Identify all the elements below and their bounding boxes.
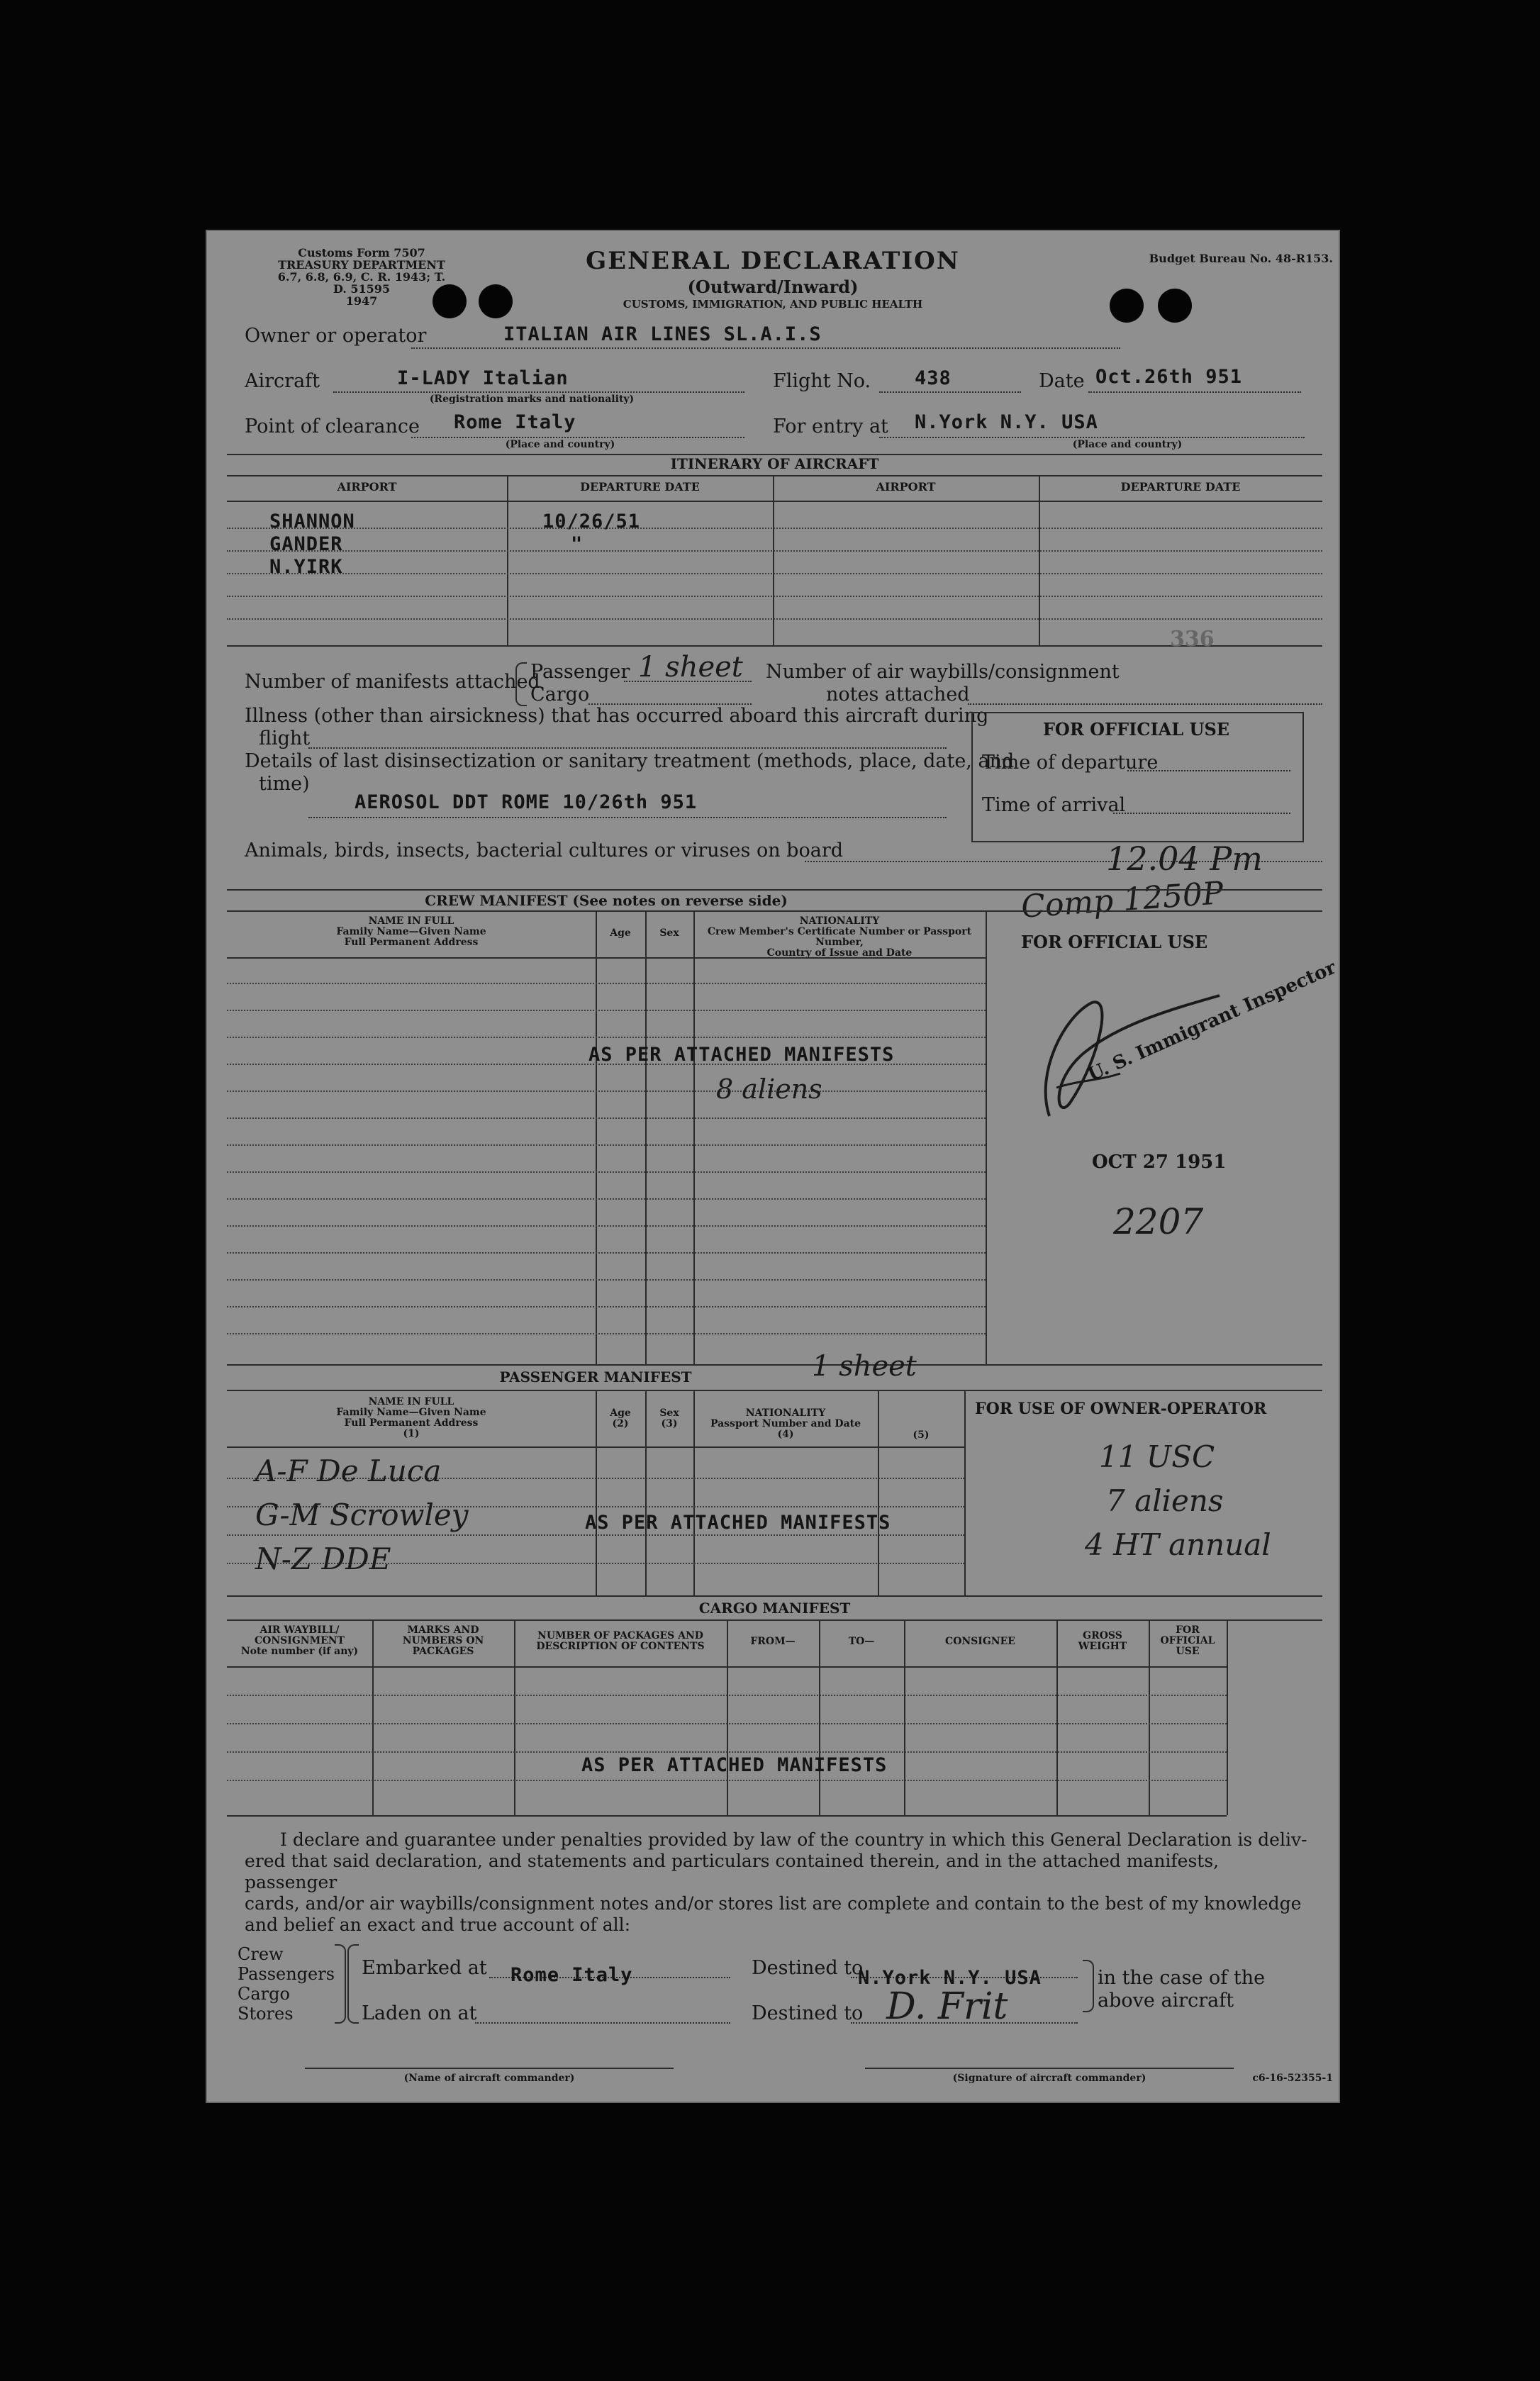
owner-value: ITALIAN AIR LINES SL.A.I.S <box>503 323 822 345</box>
owner-note-2: 7 aliens <box>1106 1483 1224 1518</box>
declaration-line-1: I declare and guarantee under penalties provided by law of the country in which this General Declaration is deliv- <box>280 1829 1307 1850</box>
budget-number: Budget Bureau No. 48-R153. <box>1149 252 1333 265</box>
disinsect-value: AEROSOL DDT ROME 10/26th 951 <box>355 791 698 813</box>
cargo-attached-note: AS PER ATTACHED MANIFESTS <box>581 1754 888 1776</box>
rule <box>1149 1619 1150 1815</box>
cargo-col-official <box>1149 1625 1227 1657</box>
itinerary-col-airport: AIRPORT <box>337 480 397 494</box>
pax-col-sex-2: (3) <box>661 1418 678 1429</box>
aircraft-value: I-LADY Italian <box>397 367 569 389</box>
rule <box>227 1364 1322 1366</box>
cargo-col-weight-2: WEIGHT <box>1078 1641 1127 1652</box>
disinsect-label-2: time) <box>259 773 310 795</box>
regulation-ref: 6.7, 6.8, 6.9, C. R. 1943; T. D. 51595 <box>277 270 446 296</box>
clearance-caption: (Place and country) <box>505 439 615 450</box>
rule <box>227 1279 986 1281</box>
rule <box>727 1619 728 1815</box>
cargo-col-marks <box>372 1625 514 1657</box>
commander-name-line <box>305 2068 674 2069</box>
rule <box>693 910 695 1364</box>
airport-new-york: N.YIRK <box>269 556 343 578</box>
crew-col-age: Age <box>610 927 631 939</box>
declaration-text <box>245 1829 1315 1936</box>
rule <box>227 1595 1322 1597</box>
declaration-items <box>238 1944 335 2024</box>
rule <box>227 596 1322 597</box>
crew-col-name-1: NAME IN FULL <box>368 915 454 927</box>
pax-col-nat-2: Passport Number and Date <box>710 1418 861 1429</box>
rule <box>904 1619 905 1815</box>
rule <box>693 1390 695 1595</box>
pax-col-name-4: (1) <box>403 1428 420 1439</box>
itinerary-title: ITINERARY OF AIRCRAFT <box>670 455 879 472</box>
aircraft-caption: (Registration marks and nationality) <box>429 394 635 405</box>
above-aircraft-text: above aircraft <box>1098 1990 1234 2012</box>
pax-col-sex-1: Sex <box>659 1407 679 1419</box>
item-crew: Crew <box>238 1944 284 1964</box>
declaration-line-3: cards, and/or air waybills/consignment notes and/or stores list are complete and contain to the best of my knowledge <box>245 1893 1302 1914</box>
pax-col-5: (5) <box>913 1429 930 1441</box>
rule <box>227 1091 986 1092</box>
commander-signature: D. Frit <box>886 1985 1008 2028</box>
inspector-stamp: U. S. Immigrant Inspector <box>1085 957 1339 1086</box>
official-use-title: FOR OFFICIAL USE <box>1042 719 1230 740</box>
pax-col-sex <box>645 1408 693 1429</box>
rule <box>878 1390 879 1595</box>
crew-col-nationality <box>693 916 986 959</box>
itinerary-col-date: DEPARTURE DATE <box>580 480 700 494</box>
brace <box>347 1944 359 2024</box>
brace <box>1083 1960 1094 2012</box>
rule <box>507 475 508 645</box>
disinsect-line <box>308 817 947 818</box>
illness-label-2: flight <box>259 727 311 749</box>
owner-label: Owner or operator <box>245 325 427 347</box>
pax-col-age <box>596 1408 645 1429</box>
pax-col-name-1: NAME IN FULL <box>368 1396 454 1407</box>
rule <box>227 528 1322 529</box>
cargo-col-weight-1: GROSS <box>1083 1630 1122 1641</box>
passenger-sheet-hand: 1 sheet <box>812 1350 917 1383</box>
animals-label: Animals, birds, insects, bacterial cultures or viruses on board <box>245 840 844 861</box>
arrival-time-hand: 12.04 Pm <box>1106 840 1263 878</box>
rule <box>596 910 597 1364</box>
crew-aliens-hand: 8 aliens <box>716 1074 822 1105</box>
rule <box>227 1198 986 1200</box>
passenger-name-1: A-F De Luca <box>255 1454 442 1488</box>
crew-col-name-3: Full Permanent Address <box>344 937 479 948</box>
commander-name-caption: (Name of aircraft commander) <box>403 2073 575 2084</box>
rule <box>964 1390 966 1595</box>
owner-note-3: 4 HT annual <box>1085 1527 1271 1562</box>
rule <box>227 1390 1322 1391</box>
laden-label: Laden on at <box>362 2002 477 2024</box>
rule <box>986 910 987 1364</box>
clearance-line <box>411 437 744 438</box>
pax-col-nat-3: (4) <box>777 1429 794 1440</box>
rule <box>227 1619 1322 1621</box>
aircraft-line <box>333 391 744 393</box>
embarked-value: Rome Italy <box>510 1964 633 1986</box>
crew-col-sex: Sex <box>659 927 679 939</box>
rule <box>227 1780 1227 1781</box>
waybills-label: Number of air waybills/consignment <box>766 661 1120 683</box>
pax-col-name-2: Family Name—Given Name <box>336 1407 486 1418</box>
form-agencies: CUSTOMS, IMMIGRATION, AND PUBLIC HEALTH <box>623 298 923 311</box>
rule <box>645 1390 647 1595</box>
rule <box>645 910 647 1364</box>
entry-label: For entry at <box>773 416 888 437</box>
entry-value: N.York N.Y. USA <box>915 411 1098 433</box>
rule <box>227 1225 986 1227</box>
form-print-code: c6-16-52355-1 <box>1252 2073 1333 2084</box>
rule <box>227 573 1322 574</box>
rule <box>773 475 774 645</box>
rule <box>227 1144 986 1146</box>
owner-line <box>411 347 1120 349</box>
destined-label: Destined to <box>752 1957 864 1979</box>
passenger-manifest-title: PASSENGER MANIFEST <box>499 1368 692 1385</box>
airport-shannon: SHANNON <box>269 511 355 532</box>
rule <box>227 889 1322 891</box>
waybills-line <box>968 703 1322 705</box>
rule <box>227 1171 986 1173</box>
crew-number-hand: 2207 <box>1113 1201 1204 1242</box>
cargo-col-official-1: FOR <box>1176 1624 1200 1636</box>
form-id <box>269 247 454 307</box>
rule <box>372 1619 374 1815</box>
passenger-label: Passenger <box>530 661 630 683</box>
cargo-col-waybill <box>227 1625 372 1657</box>
commander-signature-line <box>865 2068 1234 2069</box>
crew-col-nat-1: NATIONALITY <box>799 915 880 927</box>
cargo-col-marks-1: MARKS AND <box>407 1624 479 1636</box>
time-arrival-line <box>1113 813 1290 814</box>
cargo-col-packages-2: DESCRIPTION OF CONTENTS <box>536 1641 705 1652</box>
owner-operator-title: FOR USE OF OWNER-OPERATOR <box>975 1400 1267 1418</box>
destined-value: N.York N.Y. USA <box>858 1967 1042 1989</box>
disinsect-label: Details of last disinsectization or sanitary treatment (methods, place, date, and <box>245 750 1015 772</box>
rule <box>227 550 1322 552</box>
aircraft-label: Aircraft <box>245 370 320 392</box>
form-title: GENERAL DECLARATION <box>586 247 960 275</box>
time-arrival-label: Time of arrival <box>982 794 1126 816</box>
pax-col-name <box>227 1397 596 1439</box>
crew-col-name-2: Family Name—Given Name <box>336 926 486 937</box>
department: TREASURY DEPARTMENT <box>278 258 445 272</box>
departure-date-1: 10/26/51 <box>542 511 641 532</box>
cargo-col-waybill-2: CONSIGNMENT <box>255 1635 345 1646</box>
rule <box>819 1619 820 1815</box>
rule <box>227 1723 1227 1724</box>
illness-label: Illness (other than airsickness) that has occurred aboard this aircraft during <box>245 705 989 727</box>
rule <box>227 1306 986 1307</box>
declaration-line-4: and belief an exact and true account of all: <box>245 1914 631 1935</box>
cargo-col-weight <box>1056 1631 1149 1652</box>
embarked-label: Embarked at <box>362 1957 487 1979</box>
commander-signature-caption: (Signature of aircraft commander) <box>952 2073 1146 2084</box>
item-cargo: Cargo <box>238 1984 290 2004</box>
stamp-number: 336 <box>1170 627 1215 652</box>
flight-line <box>879 391 1021 393</box>
flight-value: 438 <box>915 367 952 389</box>
rule <box>596 1390 597 1595</box>
passenger-name-2: G-M Scrowley <box>255 1498 469 1532</box>
clearance-label: Point of clearance <box>245 416 420 437</box>
cargo-col-official-3: USE <box>1176 1646 1200 1657</box>
owner-operator-hand <box>1071 1435 1271 1567</box>
cargo-col-marks-3: PACKAGES <box>412 1646 474 1657</box>
rule <box>227 1333 986 1334</box>
rule <box>514 1619 515 1815</box>
brace <box>335 1944 346 2024</box>
pax-col-age-2: (2) <box>612 1418 629 1429</box>
brace <box>515 662 527 706</box>
manifests-number-label: Number of manifests attached <box>245 671 540 693</box>
owner-note-1: 11 USC <box>1099 1439 1215 1474</box>
rule <box>227 1117 986 1119</box>
cargo-col-consignee: CONSIGNEE <box>945 1636 1015 1647</box>
item-passengers: Passengers <box>238 1964 335 1984</box>
entry-line <box>879 437 1305 438</box>
cargo-col-waybill-1: AIR WAYBILL/ <box>260 1624 340 1636</box>
cargo-col-waybill-3: Note number (if any) <box>240 1646 359 1657</box>
stamp-date: OCT 27 1951 <box>1092 1152 1227 1173</box>
laden-line <box>475 2022 730 2024</box>
passenger-attached-note: AS PER ATTACHED MANIFESTS <box>585 1512 891 1534</box>
rule <box>227 618 1322 620</box>
rule <box>227 1010 986 1011</box>
cargo-col-from: FROM— <box>750 1636 796 1647</box>
flight-label: Flight No. <box>773 370 871 392</box>
itinerary-col-airport-2: AIRPORT <box>876 480 936 494</box>
passenger-names-hand <box>255 1449 469 1581</box>
crew-col-nat-2: Crew Member's Certificate Number or Passport Number, <box>707 926 972 948</box>
entry-caption: (Place and country) <box>1072 439 1183 450</box>
pax-col-nationality <box>693 1408 878 1440</box>
destined-label-2: Destined to <box>752 2002 864 2024</box>
date-line <box>1088 391 1301 393</box>
rule <box>227 1815 1227 1817</box>
rule <box>227 645 1322 647</box>
declaration-form <box>206 230 1340 2103</box>
pax-col-name-3: Full Permanent Address <box>344 1417 479 1429</box>
passenger-manifest-count: 1 sheet <box>638 651 743 684</box>
rule <box>227 1751 1227 1753</box>
rule <box>227 1252 986 1254</box>
rule <box>1227 1619 1228 1815</box>
pax-col-nat-1: NATIONALITY <box>745 1407 826 1419</box>
itinerary-col-date-2: DEPARTURE DATE <box>1120 480 1241 494</box>
time-departure-line <box>1127 770 1290 771</box>
cargo-manifest-title: CARGO MANIFEST <box>698 1600 851 1617</box>
rule <box>1056 1619 1058 1815</box>
comp-time-hand: Comp 1250P <box>1020 875 1225 925</box>
rule <box>227 501 1322 502</box>
rule <box>227 1695 1227 1696</box>
rule <box>227 910 1322 912</box>
rule <box>227 475 1322 476</box>
waybills-label-2: notes attached <box>826 684 970 706</box>
illness-line <box>308 747 947 749</box>
in-case-text: in the case of the <box>1098 1967 1266 1989</box>
rule <box>227 957 986 959</box>
form-year: 1947 <box>345 294 378 308</box>
rule <box>1039 475 1040 645</box>
cargo-col-to: TO— <box>848 1636 875 1647</box>
declaration-line-2: ered that said declaration, and statements and particulars contained therein, and in the attached manifests, passenger <box>245 1851 1220 1892</box>
itinerary-airports <box>269 511 355 579</box>
rule <box>227 1037 986 1038</box>
date-value: Oct.26th 951 <box>1095 366 1243 388</box>
cargo-col-marks-2: NUMBERS ON <box>402 1635 484 1646</box>
crew-manifest-title: CREW MANIFEST (See notes on reverse side) <box>425 892 788 909</box>
crew-col-name <box>227 916 596 948</box>
date-label: Date <box>1039 370 1085 392</box>
punch-hole <box>1110 289 1144 323</box>
form-number: Customs Form 7507 <box>298 246 425 260</box>
form-subtitle: (Outward/Inward) <box>687 277 859 297</box>
crew-col-nat-3: Country of Issue and Date <box>766 947 913 959</box>
cargo-col-packages <box>514 1631 727 1652</box>
cargo-col-official-2: OFFICIAL <box>1160 1635 1215 1646</box>
punch-hole <box>1158 289 1192 323</box>
crew-official-title: FOR OFFICIAL USE <box>1021 932 1208 952</box>
item-stores: Stores <box>238 2004 294 2024</box>
passenger-name-3: N-Z DDE <box>255 1541 391 1576</box>
time-departure-label: Time of departure <box>982 752 1159 774</box>
pax-col-age-1: Age <box>610 1407 631 1419</box>
airport-gander: GANDER <box>269 533 343 555</box>
cargo-col-packages-1: NUMBER OF PACKAGES AND <box>537 1630 703 1641</box>
departure-date-2: " <box>571 533 584 555</box>
itinerary-dates <box>542 511 640 556</box>
crew-attached-note: AS PER ATTACHED MANIFESTS <box>588 1044 895 1066</box>
clearance-value: Rome Italy <box>454 411 576 433</box>
rule <box>227 983 986 984</box>
cargo-label: Cargo <box>530 684 590 706</box>
